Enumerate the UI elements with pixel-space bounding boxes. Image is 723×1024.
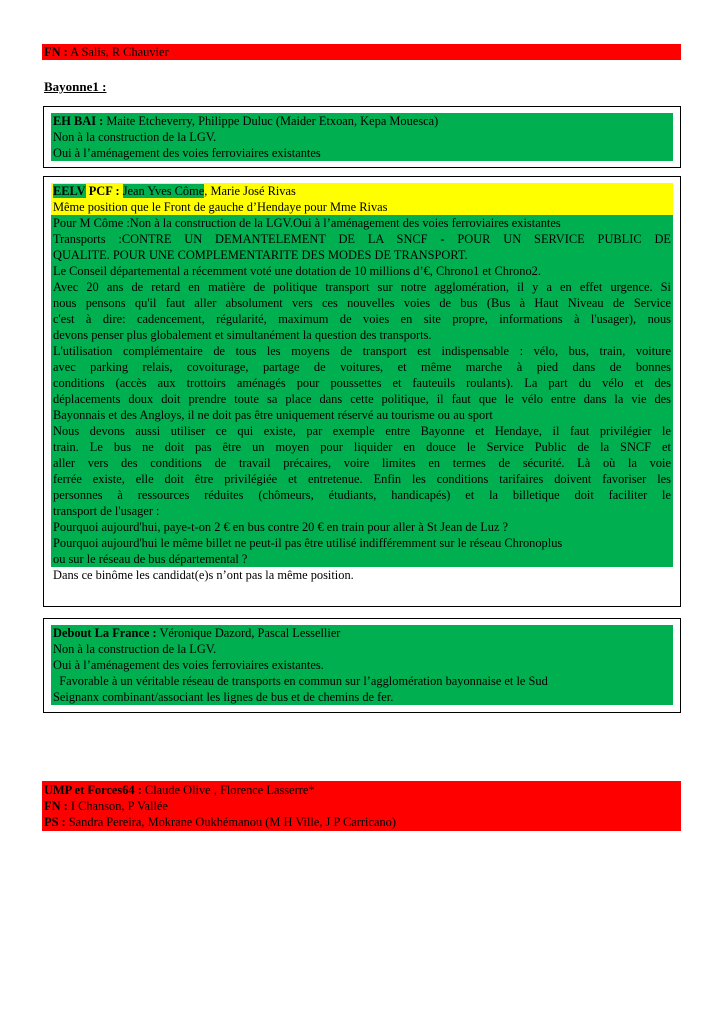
eelv-names-rest: , Marie José Rivas xyxy=(204,184,296,198)
debout-line3: Oui à l’aménagement des voies ferroviaires existantes. xyxy=(53,658,324,672)
eelv-paragraph xyxy=(51,215,673,567)
ps-names: Sandra Pereira, Mokrane Oukhémanou (M H Ville, J P Carricano) xyxy=(65,815,396,829)
fn2-names: I Chanson, P Vallée xyxy=(67,799,168,813)
fn-names: A Salis, R Chauvier xyxy=(67,45,169,59)
paragraph-line: Le Conseil départemental a récemment voté une dotation de 10 millions d’€, Chrono1 et Chrono2. xyxy=(53,264,541,278)
eh-bai-line3: Oui à l’aménagement des voies ferroviaires existantes xyxy=(53,146,321,160)
paragraph-line: Pourquoi aujourd'hui, paye-t-on 2 € en bus contre 20 € en train pour aller à St Jean de Luz ? xyxy=(53,520,509,534)
debout-label: Debout La France : xyxy=(53,626,157,640)
paragraph-line: transport de l'usager : xyxy=(53,504,160,518)
eh-bai-names: Maite Etcheverry, Philippe Duluc (Maider Etxoan, Kepa Mouesca) xyxy=(103,114,439,128)
paragraph-line: ferrée existe, elle doit être privilégiée et entretenue. Enfin les conditions tarifaires doivent favoriser les xyxy=(53,472,671,486)
pcf-label: PCF : xyxy=(88,184,120,198)
eelv-name1: Jean Yves Côme xyxy=(122,184,205,198)
paragraph-line: Transports :CONTRE UN DEMANTELEMENT DE LA SNCF - POUR UN SERVICE PUBLIC DE xyxy=(53,232,671,246)
eelv-footer: Dans ce binôme les candidat(e)s n’ont pas la même position. xyxy=(53,568,354,582)
paragraph-line: conditions (accès aux trottoirs aménagés pour poussettes et fauteuils roulants). La part du vélo et des xyxy=(53,376,671,390)
eh-bai-block xyxy=(51,113,673,161)
paragraph-line: ou sur le réseau de bus départemental ? xyxy=(53,552,248,566)
paragraph-line: c'est à dire: cadencement, régularité, maximum de voies en site propre, informations à l'usager), nous xyxy=(53,312,671,326)
debout-line5: Seignanx combinant/associant les lignes de bus et de chemins de fer. xyxy=(53,690,394,704)
eh-bai-label: EH BAI : xyxy=(53,114,104,128)
paragraph-line: QUALITE. POUR UNE COMPLEMENTARITE DES MODES DE TRANSPORT. xyxy=(53,248,468,262)
paragraph-line: aller vers des conditions de travail précaires, voire limites en termes de sécurité. Là où la voie xyxy=(53,456,671,470)
debout-block xyxy=(51,625,673,705)
debout-line2: Non à la construction de la LGV. xyxy=(53,642,217,656)
paragraph-line: L'utilisation complémentaire de tous les moyens de transport est indispensable : vélo, bus, train, voiture xyxy=(53,344,671,358)
eelv-label: EELV xyxy=(53,184,86,198)
eelv-pcf-box xyxy=(43,176,681,607)
fn-label: FN : xyxy=(44,45,68,59)
paragraph-line: Nous devons aussi utiliser ce qui existe, par exemple entre Bayonne et Hendaye, il faut privilégier le xyxy=(53,424,671,438)
eh-bai-line2: Non à la construction de la LGV. xyxy=(53,130,217,144)
paragraph-line: avec parking relais, covoiturage, partage de voitures, et même marche à pied dans de bonnes xyxy=(53,360,671,374)
eh-bai-box xyxy=(43,106,681,168)
section-heading: Bayonne1 : xyxy=(44,79,107,94)
debout-line4: Favorable à un véritable réseau de transports en commun sur l’agglomération bayonnaise et le Sud xyxy=(53,674,548,688)
eelv-header xyxy=(51,183,673,215)
paragraph-line: devons penser plus globalement et simultanément la question des transports. xyxy=(53,328,432,342)
debout-box xyxy=(43,618,681,713)
eelv-note: Même position que le Front de gauche d’Hendaye pour Mme Rivas xyxy=(53,200,388,214)
paragraph-line: Bayonnais et des Angloys, il ne doit pas être uniquement réservé au tourisme ou au sport xyxy=(53,408,493,422)
paragraph-line: déplacements doux doit prendre toute sa place dans cette politique, il faut que le vélo entre dans la vie des xyxy=(53,392,671,406)
paragraph-line: Pour M Côme :Non à la construction de la LGV.Oui à l’aménagement des voies ferroviaires existantes xyxy=(53,216,561,230)
paragraph-line: train. Le bus ne doit pas être un moyen pour liquider en douce le Service Public de la SNCF et xyxy=(53,440,671,454)
bottom-list xyxy=(42,781,681,831)
paragraph-line: Avec 20 ans de retard en matière de politique transport sur notre agglomération, il y a en effet urgence. Si xyxy=(53,280,671,294)
fn2-label: FN : xyxy=(44,799,68,813)
paragraph-line: Pourquoi aujourd'hui le même billet ne peut-il pas être utilisé indifféremment sur le réseau Chronoplus xyxy=(53,536,563,550)
paragraph-line: nous pensons qu'il faut aller absolument vers ces nouvelles voies de bus (Bus à Haut Niveau de Service xyxy=(53,296,671,310)
debout-names: Véronique Dazord, Pascal Lessellier xyxy=(156,626,341,640)
ump-names: Claude Olive , Florence Lasserre* xyxy=(141,783,315,797)
ump-label: UMP et Forces64 : xyxy=(44,783,142,797)
ps-label: PS : xyxy=(44,815,66,829)
paragraph-line: personnes à ressources réduites (chômeurs, étudiants, handicapés) et la billetique doit faciliter le xyxy=(53,488,671,502)
top-fn-line xyxy=(42,44,681,60)
